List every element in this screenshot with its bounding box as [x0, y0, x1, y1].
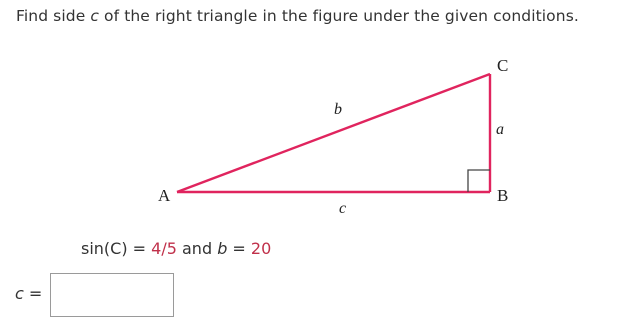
- side-label-a: a: [496, 121, 504, 138]
- prompt-variable: c: [90, 7, 99, 25]
- answer-label: [15, 284, 42, 303]
- condition-and: and: [176, 239, 218, 258]
- vertex-label-a: A: [158, 186, 171, 205]
- condition-equals-2: =: [227, 239, 251, 258]
- side-label-b: b: [334, 101, 342, 118]
- condition-function: sin(C): [81, 239, 128, 258]
- side-label-c: c: [339, 200, 347, 217]
- prompt-text-before: Find side: [16, 7, 91, 25]
- vertex-label-b: B: [497, 186, 509, 205]
- right-angle-marker: [468, 170, 490, 192]
- hypotenuse-line: [177, 74, 490, 192]
- answer-input[interactable]: [50, 273, 174, 317]
- condition-value-sin: 4/5: [151, 239, 177, 258]
- answer-label-variable: c: [15, 284, 24, 303]
- condition-equals-1: =: [127, 239, 152, 258]
- condition-variable-b: b: [217, 239, 228, 258]
- vertex-label-c: C: [497, 56, 509, 75]
- given-conditions: [81, 239, 271, 258]
- answer-label-equals: =: [23, 284, 43, 303]
- condition-value-b: 20: [250, 239, 272, 258]
- prompt-text-after: of the right triangle in the figure under the given conditions.: [99, 7, 579, 25]
